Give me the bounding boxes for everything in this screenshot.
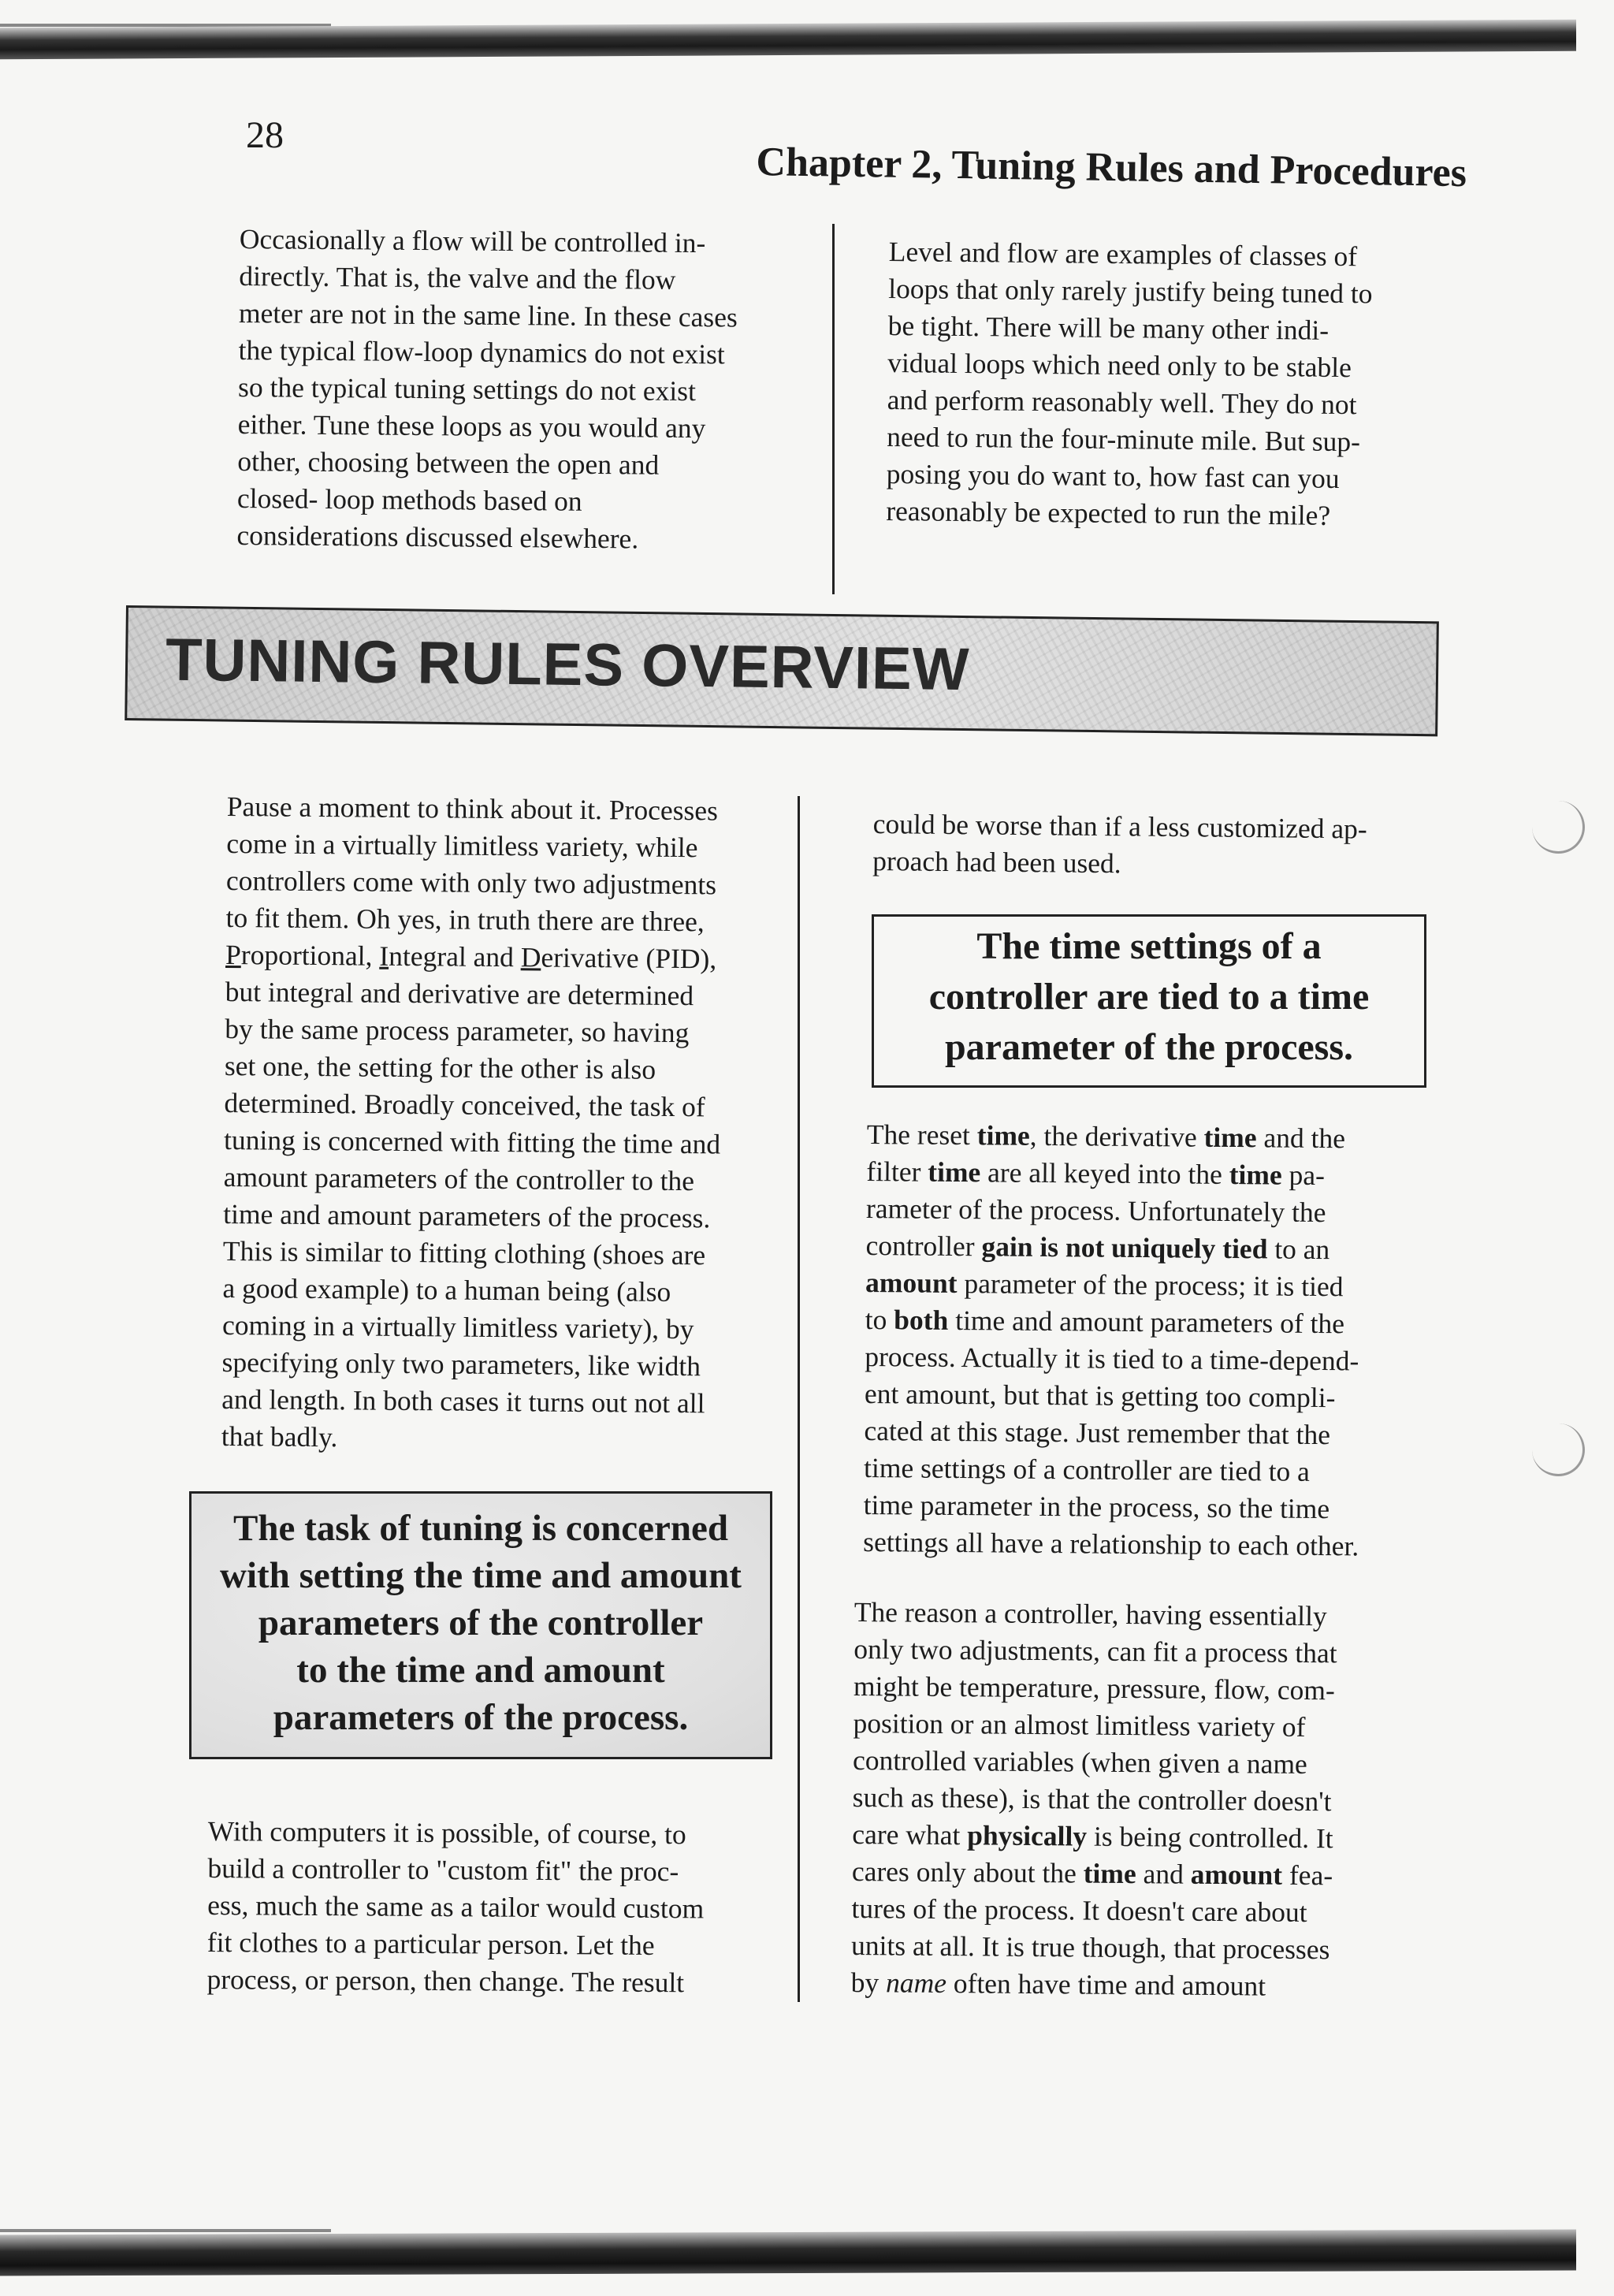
text-run: and bbox=[1136, 1858, 1191, 1890]
left-paragraph-2 bbox=[206, 1813, 753, 2002]
text-run: cares only about the bbox=[851, 1855, 1084, 1889]
bold-text: time bbox=[1229, 1159, 1282, 1191]
top-right-paragraph bbox=[886, 233, 1441, 535]
text-line: proach had been used. bbox=[872, 844, 1121, 880]
text-line: position or an almost limitless variety of bbox=[853, 1706, 1306, 1743]
right-paragraph-1 bbox=[863, 1116, 1419, 1565]
text-line: time parameter in the process, so the time bbox=[863, 1488, 1330, 1525]
text-line: loops that only rarely justify being tuned to bbox=[888, 272, 1373, 310]
text-run: fea- bbox=[1281, 1859, 1333, 1892]
bold-text: both bbox=[894, 1304, 949, 1336]
text-line: that badly. bbox=[221, 1420, 338, 1453]
text-line: set one, the setting for the other is also bbox=[224, 1049, 656, 1085]
binder-hole-mark bbox=[1532, 1423, 1585, 1476]
bold-text: physically bbox=[967, 1819, 1088, 1852]
pid-word: ntegral and bbox=[389, 940, 521, 973]
bold-text: amount bbox=[1190, 1858, 1283, 1891]
text-line: to fit them. Oh yes, in truth there are three, bbox=[225, 901, 705, 938]
text-line: With computers it is possible, of course, to bbox=[207, 1815, 686, 1851]
left-paragraph-1 bbox=[221, 788, 775, 1460]
text-line: rameter of the process. Unfortunately the bbox=[865, 1192, 1326, 1229]
text-run: filter bbox=[866, 1155, 928, 1188]
text-line: Pause a moment to think about it. Processes bbox=[226, 790, 719, 827]
text-run: to an bbox=[1267, 1233, 1330, 1266]
bold-text: gain is not uniquely tied bbox=[981, 1230, 1268, 1265]
text-line bbox=[852, 1816, 1407, 1858]
callout-line: parameters of the process. bbox=[273, 1697, 689, 1738]
text-line: process, or person, then change. The result bbox=[206, 1963, 685, 1999]
text-line: and length. In both cases it turns out not all bbox=[221, 1382, 705, 1420]
text-line: ess, much the same as a tailor would custom bbox=[207, 1889, 705, 1925]
callout-line: The time settings of a bbox=[976, 925, 1322, 967]
text-run: by bbox=[850, 1966, 887, 1999]
text-run: are all keyed into the bbox=[980, 1156, 1229, 1191]
text-run: often have time and amount bbox=[946, 1967, 1266, 2002]
text-line: but integral and derivative are determined bbox=[225, 975, 694, 1012]
text-line: coming in a virtually limitless variety), by bbox=[221, 1308, 694, 1345]
text-line bbox=[865, 1264, 1417, 1306]
text-run: The reset bbox=[866, 1118, 977, 1152]
column-divider bbox=[832, 224, 835, 594]
text-line: so the typical tuning settings do not exist bbox=[237, 370, 697, 407]
text-line: and perform reasonably well. They do not bbox=[887, 383, 1357, 421]
callout-task-of-tuning bbox=[189, 1491, 772, 1759]
text-line bbox=[865, 1227, 1417, 1269]
text-line bbox=[852, 1853, 1407, 1895]
text-line: time settings of a controller are tied to a bbox=[863, 1451, 1311, 1487]
text-line: reasonably be expected to run the mile? bbox=[886, 494, 1331, 531]
bold-text: time bbox=[1083, 1857, 1136, 1890]
text-run: care what bbox=[852, 1818, 968, 1851]
page-number: 28 bbox=[246, 114, 284, 156]
text-line: such as these), is that the controller doesn't bbox=[852, 1781, 1332, 1818]
text-line: either. Tune these loops as you would any bbox=[237, 407, 706, 445]
text-line: by the same process parameter, so having bbox=[225, 1012, 690, 1049]
callout-line: parameter of the process. bbox=[944, 1026, 1354, 1068]
text-line: tuning is concerned with fitting the time and bbox=[223, 1123, 721, 1160]
text-line: Occasionally a flow will be controlled in- bbox=[239, 222, 706, 259]
text-line: amount parameters of the controller to the bbox=[223, 1160, 695, 1197]
callout-line: with setting the time and amount bbox=[220, 1555, 742, 1596]
text-line: closed- loop methods based on bbox=[236, 482, 582, 517]
text-line: only two adjustments, can fit a process that bbox=[853, 1632, 1337, 1669]
callout-line: to the time and amount bbox=[296, 1650, 665, 1691]
section-banner bbox=[125, 605, 1439, 736]
text-line: build a controller to "custom fit" the proc- bbox=[207, 1851, 679, 1888]
text-line: could be worse than if a less customized ap- bbox=[872, 807, 1367, 845]
bold-text: time bbox=[976, 1119, 1030, 1152]
text-line: specifying only two parameters, like width bbox=[221, 1345, 701, 1382]
text-line: process. Actually it is tied to a time-depend- bbox=[865, 1340, 1359, 1377]
text-line: ent amount, but that is getting too compli- bbox=[864, 1377, 1336, 1414]
pid-word: roportional, bbox=[240, 939, 380, 972]
text-line: vidual loops which need only to be stable bbox=[887, 346, 1352, 384]
text-line: Level and flow are examples of classes of bbox=[888, 235, 1358, 273]
text-run: to bbox=[865, 1303, 894, 1336]
scan-artifact-bottom-bar bbox=[0, 2230, 1576, 2276]
binder-hole-mark bbox=[1532, 801, 1585, 854]
column-divider bbox=[798, 796, 800, 2002]
text-line: controllers come with only two adjustments bbox=[225, 864, 717, 901]
section-title: TUNING RULES OVERVIEW bbox=[165, 626, 970, 704]
right-intro bbox=[872, 806, 1428, 885]
text-line: other, choosing between the open and bbox=[237, 445, 660, 481]
pid-letter: P bbox=[225, 938, 242, 971]
chapter-title: Chapter 2, Tuning Rules and Procedures bbox=[756, 139, 1467, 196]
text-run: and the bbox=[1256, 1122, 1346, 1155]
text-line: time and amount parameters of the process. bbox=[223, 1197, 711, 1234]
text-line: determined. Broadly conceived, the task of bbox=[224, 1086, 705, 1123]
text-line bbox=[865, 1301, 1417, 1343]
text-line: posing you do want to, how fast can you bbox=[886, 457, 1340, 495]
pid-line bbox=[225, 936, 774, 978]
text-line: This is similar to fitting clothing (shoes are bbox=[222, 1234, 706, 1271]
text-line: controlled variables (when given a name bbox=[852, 1743, 1307, 1781]
bold-text: amount bbox=[865, 1266, 958, 1300]
text-line: settings all have a relationship to each other. bbox=[863, 1525, 1359, 1562]
text-run: parameter of the process; it is tied bbox=[957, 1267, 1344, 1303]
text-line: The reason a controller, having essentially bbox=[853, 1595, 1327, 1632]
text-run: is being controlled. It bbox=[1086, 1820, 1333, 1855]
text-line bbox=[866, 1153, 1418, 1195]
text-line: directly. That is, the valve and the flow bbox=[239, 259, 676, 296]
top-left-paragraph bbox=[236, 221, 788, 559]
text-line: might be temperature, pressure, flow, com- bbox=[853, 1669, 1335, 1706]
text-run: time and amount parameters of the bbox=[948, 1304, 1345, 1340]
pid-word: erivative (PID), bbox=[541, 941, 717, 975]
text-line: tures of the process. It doesn't care about bbox=[851, 1892, 1307, 1929]
text-line: units at all. It is true though, that processes bbox=[850, 1929, 1330, 1966]
bold-text: time bbox=[1203, 1121, 1257, 1154]
text-run: controller bbox=[865, 1229, 982, 1263]
pid-letter: D bbox=[520, 941, 541, 973]
text-line: meter are not in the same line. In these cases bbox=[238, 296, 738, 333]
text-line: be tight. There will be many other indi- bbox=[887, 309, 1330, 346]
text-line: cated at this stage. Just remember that the bbox=[864, 1414, 1331, 1451]
text-line bbox=[850, 1964, 1405, 2006]
callout-line: parameters of the controller bbox=[258, 1602, 704, 1643]
callout-line: controller are tied to a time bbox=[928, 976, 1370, 1018]
italic-text: name bbox=[885, 1967, 947, 2000]
text-line: need to run the four-minute mile. But sup- bbox=[887, 420, 1361, 458]
right-paragraph-2 bbox=[850, 1594, 1408, 2006]
text-line: considerations discussed elsewhere. bbox=[236, 519, 639, 555]
text-run: , the derivative bbox=[1029, 1119, 1204, 1153]
text-line: fit clothes to a particular person. Let the bbox=[206, 1926, 655, 1961]
callout-line: The task of tuning is concerned bbox=[232, 1508, 729, 1549]
callout-time-settings bbox=[872, 914, 1426, 1088]
text-line: come in a virtually limitless variety, while bbox=[226, 827, 698, 864]
pid-letter: I bbox=[379, 940, 389, 972]
text-line bbox=[867, 1116, 1419, 1158]
scan-artifact-bottom-line bbox=[0, 2229, 331, 2232]
text-run: pa- bbox=[1281, 1159, 1326, 1192]
bold-text: time bbox=[928, 1155, 981, 1189]
text-line: a good example) to a human being (also bbox=[222, 1271, 671, 1308]
text-line: the typical flow-loop dynamics do not exist bbox=[238, 333, 725, 370]
